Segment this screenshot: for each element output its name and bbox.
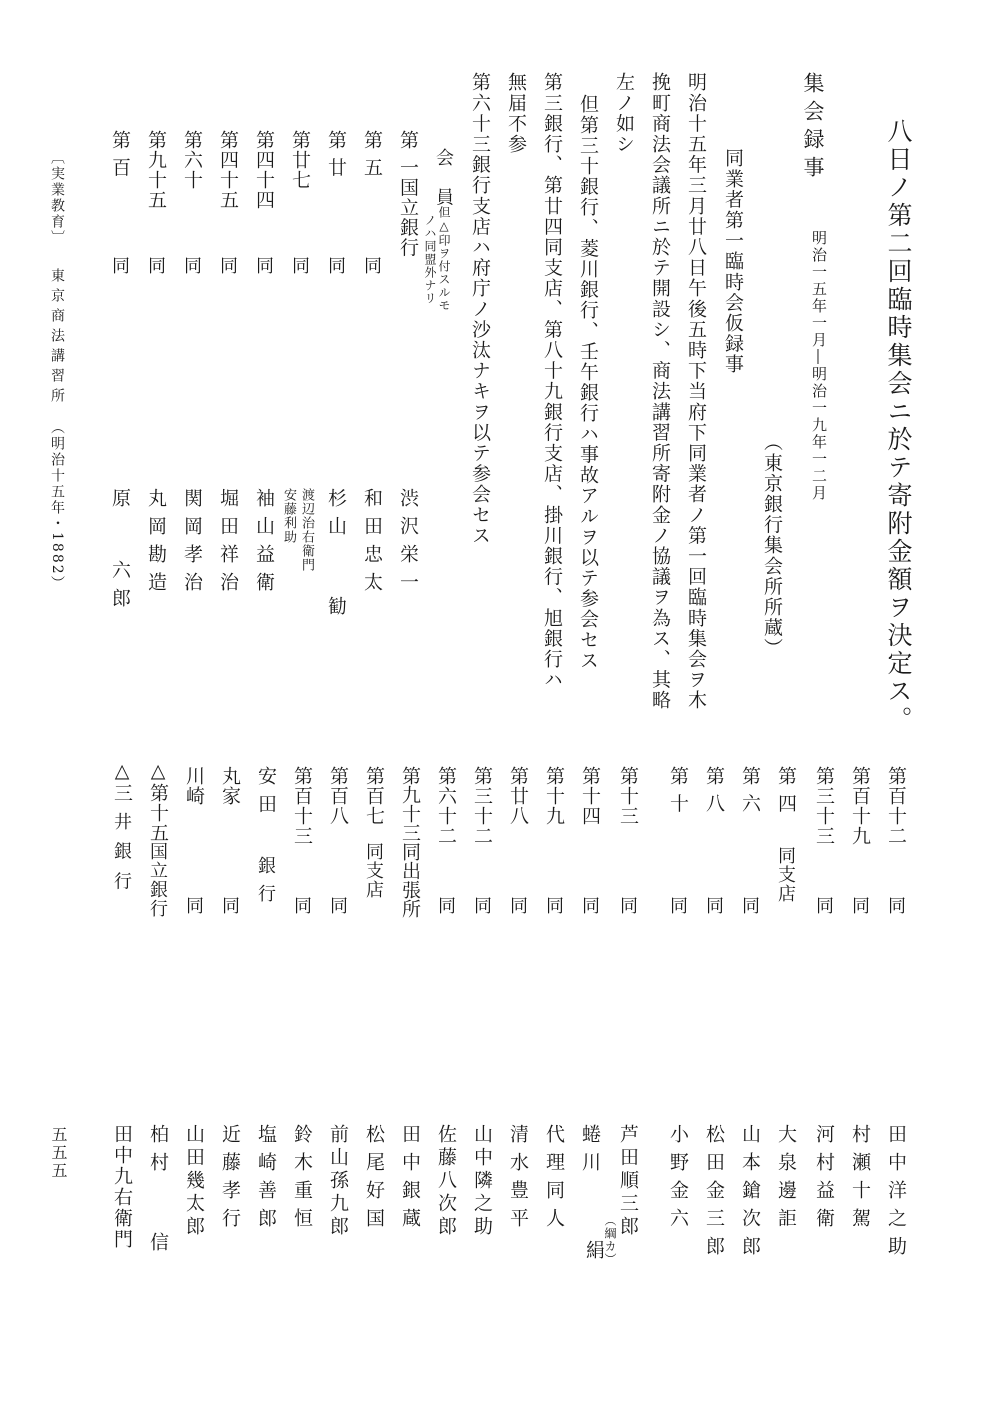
bank-name: 第十三 [617, 766, 639, 826]
page-heading: 八日ノ第二回臨時集会ニ於テ寄附金額ヲ決定ス。 [884, 118, 913, 734]
member-name: 鈴木重恒 [291, 1124, 313, 1236]
bank-label: 同 [579, 896, 600, 915]
bank-name: 第百十三 [291, 766, 313, 846]
member-label: 会 員 [433, 148, 454, 214]
member-name: 小野金六 [667, 1124, 689, 1236]
bank-name: 第 六 [739, 766, 761, 814]
bank-name: 第廿八 [507, 766, 529, 826]
bank-name: 第 五 [361, 130, 383, 178]
bank-label: 同 [667, 896, 688, 915]
member-name: 河村益衛 [813, 1124, 835, 1236]
member-name: 塩崎善郎 [255, 1124, 277, 1236]
member-name: 柏村 [147, 1124, 169, 1180]
bank-label: 同 [507, 896, 528, 915]
bank-label: 同 [885, 896, 906, 915]
member-name: 杉山 [325, 488, 347, 544]
page-number: 五五五 [49, 1126, 68, 1180]
member-name: 堀田祥治 [217, 488, 239, 600]
member-name: 佐藤八次郎 [435, 1124, 457, 1239]
bank-label: 同 [849, 896, 870, 915]
bank-name: 第四十五 [217, 130, 239, 210]
bank-name: 第 百 [109, 130, 131, 178]
bank-label: 同 [703, 896, 724, 915]
bank-label: 同 [145, 256, 166, 275]
member-name: 袖山益衛 [253, 488, 275, 600]
body-line: 第六十三銀行支店ハ府庁ノ沙汰ナキヲ以テ参会セス [469, 72, 491, 546]
bank-label: 井 銀 行 [111, 812, 132, 893]
bank-label: 同 [813, 896, 834, 915]
bank-name: 安田 [255, 766, 277, 822]
member-name: 渋沢栄一 [397, 488, 419, 600]
bank-name: 第百八 [327, 766, 349, 826]
member-name-suffix: 絹 [583, 1240, 605, 1268]
member-name: 蜷川 [579, 1124, 601, 1180]
bank-name: 第 十 [667, 766, 689, 814]
bank-name: 第十九 [543, 766, 565, 826]
bank-label: 同 [183, 896, 204, 915]
bank-name: 第九十三同出張所 [399, 766, 421, 918]
member-name-suffix: 勧 [325, 596, 347, 624]
bank-name: 第百十二 [885, 766, 907, 846]
bank-label: 同 [109, 256, 130, 275]
member-name: 代理同人 [543, 1124, 565, 1236]
member-name-suffix: 六郎 [109, 560, 131, 616]
bank-name: 第 八 [703, 766, 725, 814]
date-range: 明治一五年一月―明治一九年一二月 [810, 230, 828, 502]
bank-name: 第廿七 [289, 130, 311, 190]
body-line: 明治十五年三月廿八日午後五時下当府下同業者ノ第一回臨時集会ヲ木 [685, 72, 707, 711]
member-name: 関岡孝治 [181, 488, 203, 600]
member-name: 村瀬十駕 [849, 1124, 871, 1236]
bank-label: 同 [289, 256, 310, 275]
bank-label: 同 [327, 896, 348, 915]
bank-name: 第百七 [363, 766, 385, 826]
member-note: ノハ同盟外ナリ [423, 214, 437, 305]
bank-name: 第六十 [181, 130, 203, 190]
record-title: 同業者第一臨時会仮録事 [722, 148, 744, 375]
bank-label: 同 [325, 256, 346, 275]
bank-label: 同 [291, 896, 312, 915]
bank-label: 国立銀行 [147, 842, 168, 918]
bank-label: 銀行 [255, 856, 276, 912]
body-line: 但第三十銀行、菱川銀行、壬午銀行ハ事故アルヲ以テ参会セス [577, 94, 599, 671]
footer-tag: 〔実業教育〕 [49, 150, 65, 246]
bank-name: 第六十二 [435, 766, 457, 846]
bank-label: 同 [435, 896, 456, 915]
member-name: 清水豊平 [507, 1124, 529, 1236]
bank-label: 同 [617, 896, 638, 915]
member-name-sub: 安藤利助 [280, 488, 296, 544]
body-line: 第三銀行、第廿四同支店、第八十九銀行支店、掛川銀行、旭銀行ハ [541, 72, 563, 690]
bank-name: △第十五 [147, 760, 169, 843]
member-name: 山田幾太郎 [183, 1124, 205, 1239]
bank-name: 第 四 [775, 766, 797, 814]
bank-label: 同支店 [775, 846, 796, 903]
section-title: 集会録事 [801, 72, 825, 184]
bank-label: 同 [543, 896, 564, 915]
bank-label: 同 [739, 896, 760, 915]
member-name-suffix: 信 [147, 1232, 169, 1260]
member-name: 山中隣之助 [471, 1124, 493, 1239]
bank-name: △三 [111, 760, 133, 803]
member-name: 山本鎗次郎 [739, 1124, 761, 1264]
bank-name: 川崎 [183, 766, 205, 806]
member-name: 丸岡勘造 [145, 488, 167, 600]
member-note: 但△印ヲ付スルモ [437, 206, 451, 312]
member-name: 田中九右衛門 [111, 1124, 133, 1250]
bank-name: 第 廿 [325, 130, 347, 178]
bank-label: 同 [181, 256, 202, 275]
bank-name: 第四十四 [253, 130, 275, 210]
member-name: 近藤孝行 [219, 1124, 241, 1236]
body-line: 挽町商法会議所ニ於テ開設シ、商法講習所寄附金ノ協議ヲ為ス、其略 [649, 72, 671, 711]
member-name: 松田金三郎 [703, 1124, 725, 1264]
member-name: 大泉邊詎 [775, 1124, 797, 1236]
member-name: 松尾好国 [363, 1124, 385, 1236]
body-line: 左ノ如シ [613, 72, 635, 155]
bank-name: 第 一国立銀行 [397, 130, 419, 258]
bank-name: 第三十二 [471, 766, 493, 846]
member-name: 芦田順三郎 [617, 1124, 639, 1239]
member-name: 和田忠太 [361, 488, 383, 600]
body-line: 無届不参 [505, 72, 527, 155]
footer-year: （明治十五年・1882） [49, 420, 65, 592]
archive-note: （東京銀行集会所所蔵） [761, 432, 783, 659]
bank-name: 第三十三 [813, 766, 835, 846]
bank-label: 同 [361, 256, 382, 275]
member-name-note: （綱カ） [603, 1214, 617, 1266]
bank-label: 同 [471, 896, 492, 915]
bank-label: 同 [217, 256, 238, 275]
member-name: 田中洋之助 [885, 1124, 907, 1264]
bank-label: 同支店 [363, 842, 384, 899]
bank-name: 第九十五 [145, 130, 167, 210]
bank-name: 第百十九 [849, 766, 871, 846]
member-name: 原 [109, 488, 131, 516]
bank-label: 同 [219, 896, 240, 915]
member-name: 田中銀蔵 [399, 1124, 421, 1236]
footer-source: 東京商法講習所 [49, 268, 65, 408]
bank-name: 第十四 [579, 766, 601, 826]
member-name-sub: 渡辺治右衛門 [298, 488, 314, 572]
bank-label: 同 [253, 256, 274, 275]
member-name: 前山孫九郎 [327, 1124, 349, 1239]
bank-name: 丸家 [219, 766, 241, 806]
